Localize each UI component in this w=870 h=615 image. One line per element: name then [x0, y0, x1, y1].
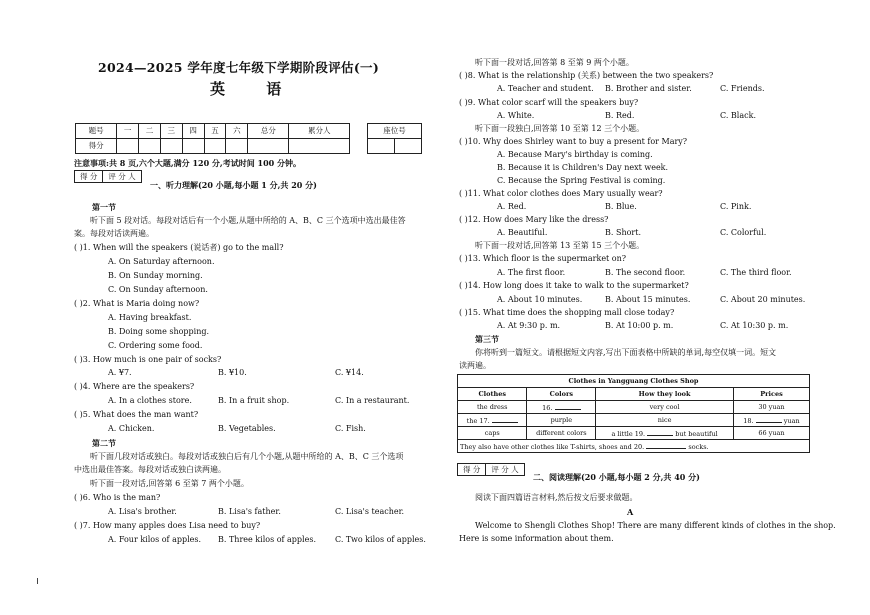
option-12a[interactable]: A. Beautiful. — [497, 228, 548, 237]
option-14a[interactable]: A. About 10 minutes. — [497, 295, 583, 304]
blank-label: 18. — [743, 416, 754, 425]
question-6: ( )6. Who is the man? — [74, 493, 161, 502]
option-3b[interactable]: B. ¥10. — [218, 368, 247, 377]
price-unit: yuan — [783, 416, 800, 425]
score-cell[interactable] — [248, 139, 289, 154]
option-13b[interactable]: B. The second floor. — [605, 268, 686, 277]
seat-label: 座位号 — [368, 124, 422, 139]
table-row — [458, 440, 810, 453]
question-7: ( )7. How many apples does Lisa need to buy? — [74, 521, 261, 530]
option-12c[interactable]: C. Colorful. — [720, 228, 767, 237]
notice: 注意事项:共 8 页,六个大题,满分 120 分,考试时间 100 分钟。 — [74, 158, 301, 168]
grader-box — [74, 170, 142, 183]
option-12b[interactable]: B. Short. — [605, 228, 641, 237]
score-label: 一 — [117, 124, 139, 139]
table-cell: very cool — [596, 401, 734, 414]
option-9b[interactable]: B. Red. — [605, 111, 635, 120]
passage-label: A — [627, 507, 634, 517]
option-10c[interactable]: C. Because the Spring Festival is coming. — [497, 176, 666, 185]
score-label: 总分 — [248, 124, 289, 139]
table-cell: the dress — [458, 401, 527, 414]
table-header: Clothes — [458, 388, 527, 401]
option-1c[interactable]: C. On Sunday afternoon. — [108, 285, 208, 294]
question-12: ( )12. How does Mary like the dress? — [459, 215, 609, 224]
option-4a[interactable]: A. In a clothes store. — [108, 396, 192, 405]
option-7b[interactable]: B. Three kilos of apples. — [218, 535, 316, 544]
part3-instruction: 你将听到一篇短文。请根据短文内容,写出下面表格中所缺的单词,每空仅填一词。短文 — [475, 348, 777, 357]
seat-cell[interactable] — [368, 139, 395, 154]
table-header: Prices — [733, 388, 809, 401]
option-7a[interactable]: A. Four kilos of apples. — [108, 535, 202, 544]
exam-title: 2024—2025 学年度七年级下学期阶段评估(一) — [98, 60, 380, 75]
option-11c[interactable]: C. Pink. — [720, 202, 752, 211]
part2-subinstruction: 听下面一段对话,回答第 6 至第 7 两个小题。 — [90, 479, 249, 488]
table-row — [458, 414, 810, 427]
option-15a[interactable]: A. At 9:30 p. m. — [497, 321, 561, 330]
option-8b[interactable]: B. Brother and sister. — [605, 84, 692, 93]
answer-blank-18[interactable] — [756, 415, 782, 423]
footer-text: socks. — [688, 442, 709, 451]
table-row — [458, 427, 810, 440]
option-15c[interactable]: C. At 10:30 p. m. — [720, 321, 789, 330]
option-5c[interactable]: C. Fish. — [335, 424, 366, 433]
score-label: 二 — [139, 124, 161, 139]
grader-reviewer: 评 分 人 — [108, 172, 136, 181]
table-cell: 30 yuan — [733, 401, 809, 414]
option-2b[interactable]: B. Doing some shopping. — [108, 327, 210, 336]
blank-label: 16. — [542, 403, 553, 412]
sub-instruction-13-15: 听下面一段对话,回答第 13 至第 15 三个小题。 — [475, 241, 645, 250]
score-cell[interactable] — [117, 139, 139, 154]
grader-box-2 — [457, 463, 525, 476]
score-cell[interactable] — [160, 139, 182, 154]
blank-label: a little 19. — [611, 429, 646, 438]
score-cell[interactable] — [226, 139, 248, 154]
option-11b[interactable]: B. Blue. — [605, 202, 637, 211]
table-cell: 66 yuan — [733, 427, 809, 440]
option-2c[interactable]: C. Ordering some food. — [108, 341, 203, 350]
option-13c[interactable]: C. The third floor. — [720, 268, 792, 277]
option-10a[interactable]: A. Because Mary's birthday is coming. — [497, 150, 653, 159]
question-3: ( )3. How much is one pair of socks? — [74, 355, 222, 364]
answer-blank-17[interactable] — [492, 415, 518, 423]
footer-text: They also have other clothes like T-shirts, shoes and 20. — [460, 442, 645, 451]
seat-table — [367, 123, 422, 154]
option-6b[interactable]: B. Lisa's father. — [218, 507, 281, 516]
option-2a[interactable]: A. Having breakfast. — [108, 313, 192, 322]
table-cell — [527, 401, 596, 414]
part3-title: 第三节 — [475, 334, 499, 344]
table-footer — [458, 440, 810, 453]
part1-instruction: 案。每段对话读两遍。 — [74, 229, 154, 238]
score-label: 五 — [204, 124, 226, 139]
section2-instruction: 阅读下面四篇语言材料,然后按文后要求做题。 — [475, 493, 638, 502]
option-10b[interactable]: B. Because it is Children's Day next week. — [497, 163, 669, 172]
option-15b[interactable]: B. At 10:00 p. m. — [605, 321, 674, 330]
question-10: ( )10. Why does Shirley want to buy a present for Mary? — [459, 137, 688, 146]
option-11a[interactable]: A. Red. — [497, 202, 527, 211]
passage-text: Here is some information about them. — [459, 534, 614, 543]
score-cell[interactable] — [204, 139, 226, 154]
option-6c[interactable]: C. Lisa's teacher. — [335, 507, 405, 516]
question-13: ( )13. Which floor is the supermarket on? — [459, 254, 627, 263]
sub-instruction-10-12: 听下面一段独白,回答第 10 至第 12 三个小题。 — [475, 124, 645, 133]
table-cell — [733, 414, 809, 427]
score-cell[interactable] — [182, 139, 204, 154]
option-8a[interactable]: A. Teacher and student. — [497, 84, 594, 93]
question-8: ( )8. What is the relationship (关系) between the two speakers? — [459, 71, 714, 80]
table-header: How they look — [596, 388, 734, 401]
grader-reviewer: 评 分 人 — [491, 465, 519, 474]
part1-title: 第一节 — [92, 202, 116, 212]
table-row — [458, 401, 810, 414]
score-label: 题号 — [76, 124, 117, 139]
section1-title: 一、听力理解(20 小题,每小题 1 分,共 20 分) — [150, 180, 317, 190]
table-cell: different colors — [527, 427, 596, 440]
part3-instruction: 读两遍。 — [459, 361, 491, 370]
table-cell — [458, 414, 527, 427]
question-9: ( )9. What color scarf will the speakers buy? — [459, 98, 639, 107]
table-cell: purple — [527, 414, 596, 427]
table-caption: Clothes in Yangguang Clothes Shop — [458, 375, 810, 388]
section2-title: 二、阅读理解(20 小题,每小题 2 分,共 40 分) — [533, 472, 700, 482]
question-14: ( )14. How long does it take to walk to the supermarket? — [459, 281, 689, 290]
blank-label: the 17. — [466, 416, 490, 425]
score-label: 累分人 — [289, 124, 350, 139]
question-4: ( )4. Where are the speakers? — [74, 382, 195, 391]
question-15: ( )15. What time does the shopping mall close today? — [459, 308, 675, 317]
part2-title: 第二节 — [92, 438, 116, 448]
option-5a[interactable]: A. Chicken. — [108, 424, 155, 433]
question-11: ( )11. What color clothes does Mary usually wear? — [459, 189, 663, 198]
part2-instruction: 中选出最佳答案。每段对话或独白读两遍。 — [74, 465, 226, 474]
subject-title: 英 语 — [210, 80, 300, 98]
margin-mark — [37, 578, 38, 584]
score-label: 三 — [160, 124, 182, 139]
option-3c[interactable]: C. ¥14. — [335, 368, 364, 377]
option-6a[interactable]: A. Lisa's brother. — [108, 507, 177, 516]
clothes-table — [457, 374, 810, 453]
option-14b[interactable]: B. About 15 minutes. — [605, 295, 691, 304]
option-9a[interactable]: A. White. — [497, 111, 535, 120]
question-1: ( )1. When will the speakers (说话者) go to the mall? — [74, 243, 284, 252]
seat-cell[interactable] — [395, 139, 422, 154]
score-table — [75, 123, 350, 154]
option-3a[interactable]: A. ¥7. — [108, 368, 132, 377]
option-8c[interactable]: C. Friends. — [720, 84, 765, 93]
answer-blank-20[interactable] — [646, 441, 686, 449]
option-9c[interactable]: C. Black. — [720, 111, 756, 120]
answer-blank-19[interactable] — [647, 428, 673, 436]
table-cell: caps — [458, 427, 527, 440]
table-cell — [596, 427, 734, 440]
option-4c[interactable]: C. In a restaurant. — [335, 396, 410, 405]
cell-text: but beautiful — [675, 429, 718, 438]
question-5: ( )5. What does the man want? — [74, 410, 199, 419]
option-4b[interactable]: B. In a fruit shop. — [218, 396, 290, 405]
answer-blank-16[interactable] — [555, 402, 581, 410]
option-14c[interactable]: C. About 20 minutes. — [720, 295, 806, 304]
grader-score: 得 分 — [458, 464, 486, 475]
score-cell[interactable] — [289, 139, 350, 154]
question-2: ( )2. What is Maria doing now? — [74, 299, 200, 308]
option-1a[interactable]: A. On Saturday afternoon. — [108, 257, 215, 266]
table-cell: nice — [596, 414, 734, 427]
option-7c[interactable]: C. Two kilos of apples. — [335, 535, 426, 544]
sub-instruction-8-9: 听下面一段对话,回答第 8 至第 9 两个小题。 — [475, 58, 634, 67]
table-header: Colors — [527, 388, 596, 401]
score-row-label: 得分 — [76, 139, 117, 154]
score-label: 四 — [182, 124, 204, 139]
score-cell[interactable] — [139, 139, 161, 154]
option-5b[interactable]: B. Vegetables. — [218, 424, 276, 433]
part2-instruction: 听下面几段对话或独白。每段对话或独白后有几个小题,从题中所给的 A、B、C 三个选项 — [90, 452, 404, 461]
option-1b[interactable]: B. On Sunday morning. — [108, 271, 203, 280]
part1-instruction: 听下面 5 段对话。每段对话后有一个小题,从题中所给的 A、B、C 三个选项中选出最佳答 — [90, 216, 406, 225]
option-13a[interactable]: A. The first floor. — [497, 268, 566, 277]
passage-text: Welcome to Shengli Clothes Shop! There are many different kinds of clothes in the shop. — [475, 521, 836, 530]
grader-score: 得 分 — [75, 171, 103, 182]
score-label: 六 — [226, 124, 248, 139]
